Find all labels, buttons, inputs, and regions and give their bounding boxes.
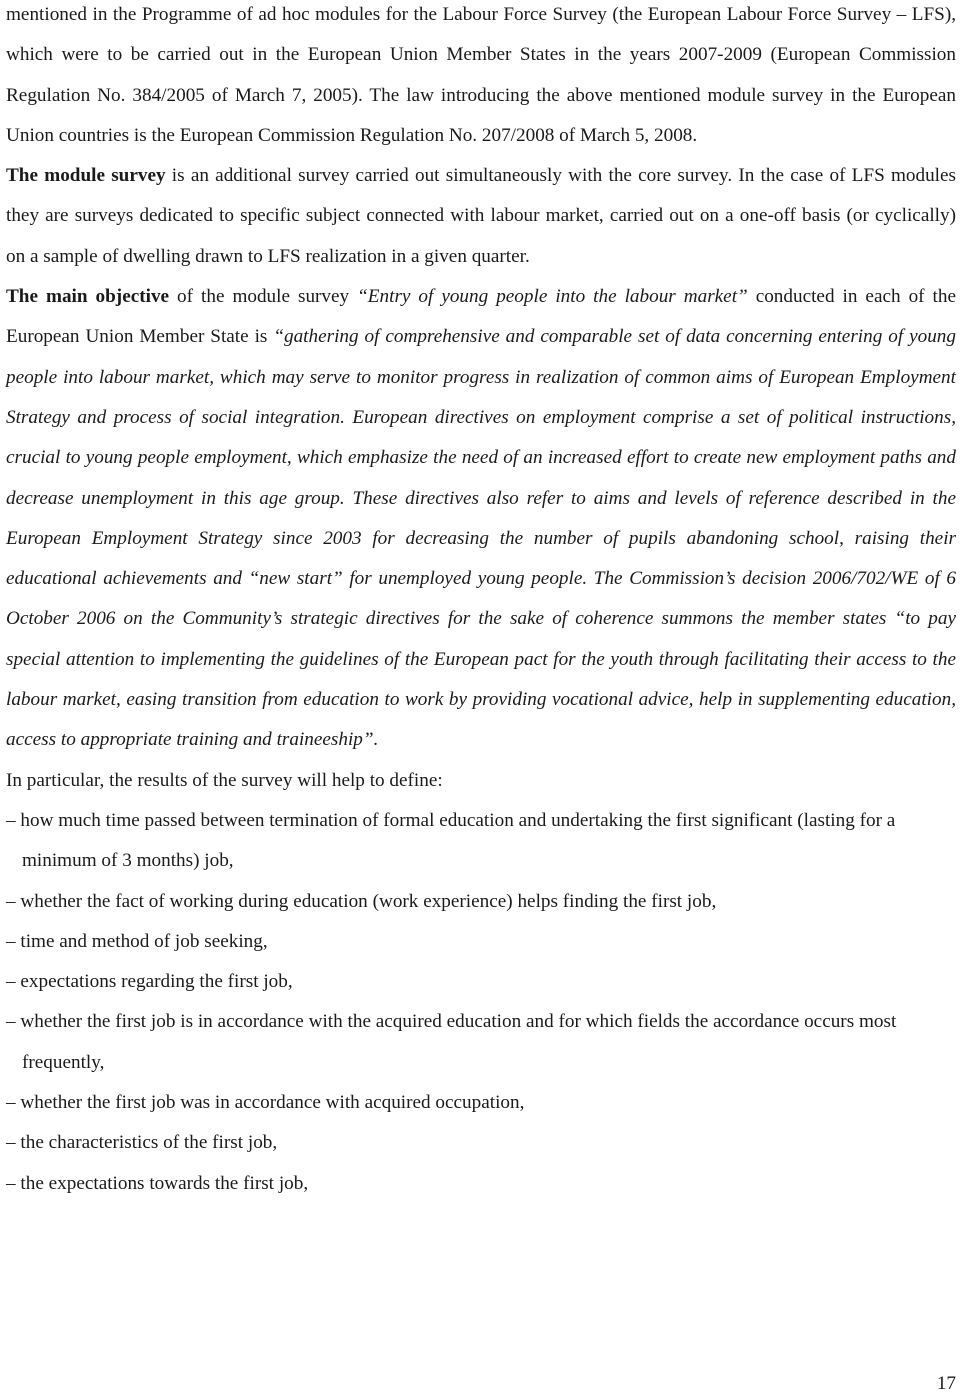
- objective-text-2: conducted in each of the European Union Member State is: [6, 286, 956, 348]
- paragraph-main-objective: [6, 277, 956, 761]
- list-item: – expectations regarding the first job,: [6, 971, 293, 993]
- objective-italic-quote: “gathering of comprehensive and comparable set of data concerning entering of young people into labour market, which may serve to monitor progress in realization of common aims of European Employment Strategy and process of social integration. European directives on employment comprise a set of political instructions, crucial to young people employment, which emphasize the need of an increased effort to create new employment paths and decrease unemployment in this age group. These directives also refer to aims and levels of reference described in the European Employment Strategy since 2003 for decreasing the number of pupils abandoning school, raising their educational achievements and “new start” for unemployed young people. The Commission’s decision 2006/702/WE of 6 October 2006 on the Community’s strategic directives for the sake of coherence summons the member states “to pay special attention to implementing the guidelines of the European pact for the youth through facilitating their access to the labour market, easing transition from education to work by providing vocational advice, help in supplementing education, access to appropriate training and traineeship”.: [6, 326, 956, 751]
- list-item: – the characteristics of the first job,: [6, 1132, 278, 1154]
- list-item: – time and method of job seeking,: [6, 930, 268, 952]
- bold-lead-module-survey: The module survey: [6, 165, 166, 187]
- module-survey-text: is an additional survey carried out simultaneously with the core survey. In the case of LFS modules they are surveys dedicated to specific subject connected with labour market, carried out on a one-off basis (or cyclically) on a sample of dwelling drawn to LFS realization in a given quarter.: [6, 165, 956, 267]
- paragraph-results-intro: In particular, the results of the survey will help to define:: [6, 769, 443, 791]
- list-item: – whether the first job is in accordance with the acquired education and for which fields the accordance occurs most frequently,: [6, 1011, 897, 1073]
- document-page: [6, 0, 956, 1204]
- objective-text-1: of the module survey: [169, 286, 358, 308]
- paragraph-regulation: mentioned in the Programme of ad hoc modules for the Labour Force Survey (the European Labour Force Survey – LFS), which were to be carried out in the European Union Member States in the years 2007-2009 (European Commission Regulation No. 384/2005 of March 7, 2005). The law introducing the above mentioned module survey in the European Union countries is the European Commission Regulation No. 207/2008 of March 5, 2008.: [6, 4, 956, 146]
- list-item: – the expectations towards the first job,: [6, 1172, 309, 1194]
- survey-title-quote: “Entry of young people into the labour market”: [357, 286, 748, 308]
- bold-lead-main-objective: The main objective: [6, 286, 170, 308]
- list-item: – whether the fact of working during education (work experience) helps finding the first job,: [6, 890, 717, 912]
- paragraph-module-survey: [6, 156, 956, 277]
- results-list: [6, 801, 956, 1204]
- list-item: – whether the first job was in accordance with acquired occupation,: [6, 1092, 525, 1114]
- page-number: 17: [936, 1373, 956, 1394]
- list-item: – how much time passed between termination of formal education and undertaking the first significant (lasting for a minimum of 3 months) job,: [6, 809, 896, 872]
